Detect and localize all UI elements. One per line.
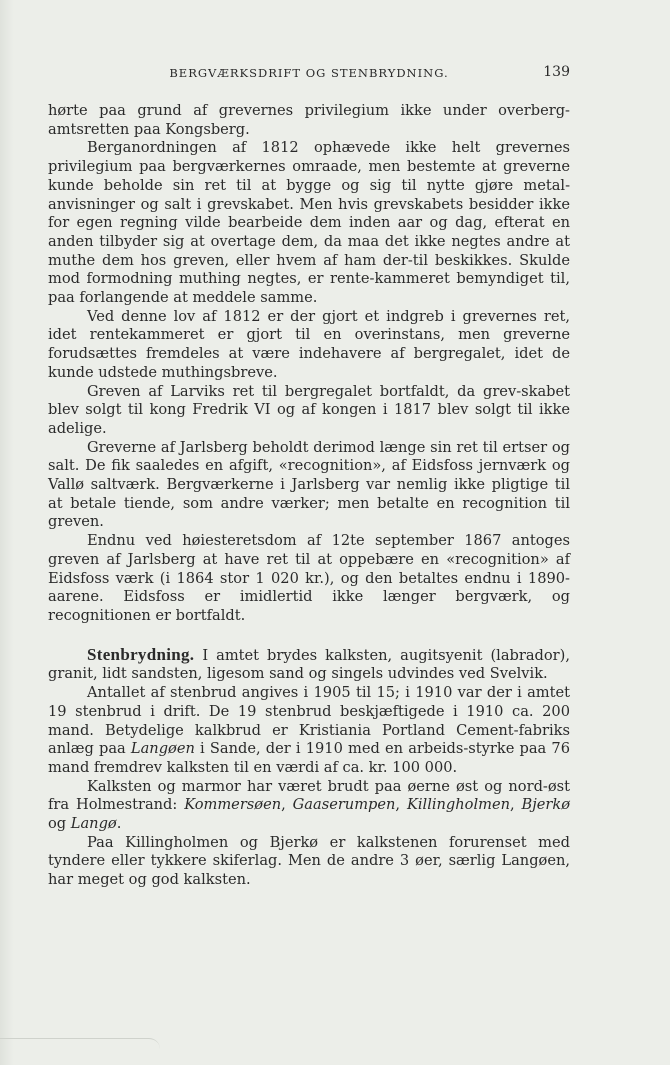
body-text xyxy=(48,102,570,890)
paragraph: Paa Killingholmen og Bjerkø er kalkstenen forurenset med tyndere eller tykkere skiferlag. Men de andre 3 øer, særlig Langøen, har meget og god kalksten. xyxy=(48,833,570,889)
place-name: Langøen xyxy=(130,740,195,758)
separator: , xyxy=(281,796,293,814)
section-intro-text: I amtet brydes kalksten, augitsyenit (labrador), granit, lidt sandsten, ligesom sand og singels udvindes ved Svelvik. xyxy=(48,646,570,683)
page-fold-mark xyxy=(0,1038,160,1049)
section-intro-paragraph xyxy=(48,646,570,684)
place-name: Killingholmen xyxy=(406,796,510,814)
paragraph-text: i Sande, der i 1910 med en arbeids-styrke paa 76 mand fremdrev kalksten til en værdi af ca. kr. 100 000. xyxy=(48,740,570,776)
paragraph xyxy=(48,778,570,834)
paragraph: Greverne af Jarlsberg beholdt derimod længe sin ret til ertser og salt. De fik saaledes en afgift, «recognition», af Eidsfoss jernværk og Vallø saltværk. Bergværkerne i Jarlsberg var nemlig ikke pligtige til at betale tiende, som andre værker; men betalte en recognition til greven. xyxy=(48,438,570,531)
separator: , xyxy=(395,796,407,814)
paragraph: Berganordningen af 1812 ophævede ikke helt grevernes privilegium paa bergværkernes omraade, men bestemte at greverne kunde beholde sin ret til at bygge og sig til nytte gjøre metal-anvisninger og salt i grevskabet. Men hvis grevskabets besidder ikke for egen regning vilde bearbeide dem inden aar og dag, efterat en anden tilbyder sig at overtage dem, da maa det ikke negtes andre at muthe dem hos greven, eller hvem af ham der-til beskikkes. Skulde mod formodning muthing negtes, er rente-kammeret bemyndiget til, paa forlangende at meddele samme. xyxy=(48,139,570,307)
period: . xyxy=(116,815,122,833)
paragraph: Ved denne lov af 1812 er der gjort et indgreb i grevernes ret, idet rentekammeret er gjort til en overinstans, men greverne forudsættes fremdeles at være indehavere af bergregalet, idet de kunde udstede muthingsbreve. xyxy=(48,307,570,381)
place-name: Gaaserumpen xyxy=(292,796,396,814)
place-name: Langø xyxy=(70,815,117,833)
section-heading: Stenbrydning. xyxy=(87,644,195,664)
page-header xyxy=(48,64,570,84)
paragraph xyxy=(48,684,570,778)
paragraph: hørte paa grund af grevernes privilegium ikke under overberg-amtsretten paa Kongsberg. xyxy=(48,102,570,138)
paragraph-text: Kalksten og marmor har været brudt paa øerne øst og nord-øst fra Holmestrand: xyxy=(48,777,570,814)
place-name: Kommersøen xyxy=(184,796,282,814)
paragraph: Endnu ved høiesteretsdom af 12te september 1867 antoges greven af Jarlsberg at have ret til at oppebære en «recognition» af Eidsfoss værk (i 1864 stor 1 020 kr.), og den betaltes endnu i 1890-aarene. Eidsfoss er imidlertid ikke længer bergværk, og recognitionen er bortfaldt. xyxy=(48,532,570,624)
separator: , xyxy=(510,796,522,814)
page-number: 139 xyxy=(543,64,570,80)
running-title: BERGVÆRKSDRIFT OG STENBRYDNING. xyxy=(169,66,449,80)
paragraph: Greven af Larviks ret til bergregalet bortfaldt, da grev-skabet blev solgt til kong Fredrik VI og af kongen i 1817 blev solgt til ikke adelige. xyxy=(48,382,570,437)
place-name: Bjerkø xyxy=(521,796,571,814)
paragraph-text: Antallet af stenbrud angives i 1905 til 15; i 1910 var der i amtet 19 stenbrud i drift. De 19 stenbrud beskjæftigede i 1910 ca. 200 mand. Betydelige kalkbrud er Kristiania Portland Cement-fabriks anlæg paa xyxy=(48,684,570,758)
conjunction: og xyxy=(48,815,71,833)
